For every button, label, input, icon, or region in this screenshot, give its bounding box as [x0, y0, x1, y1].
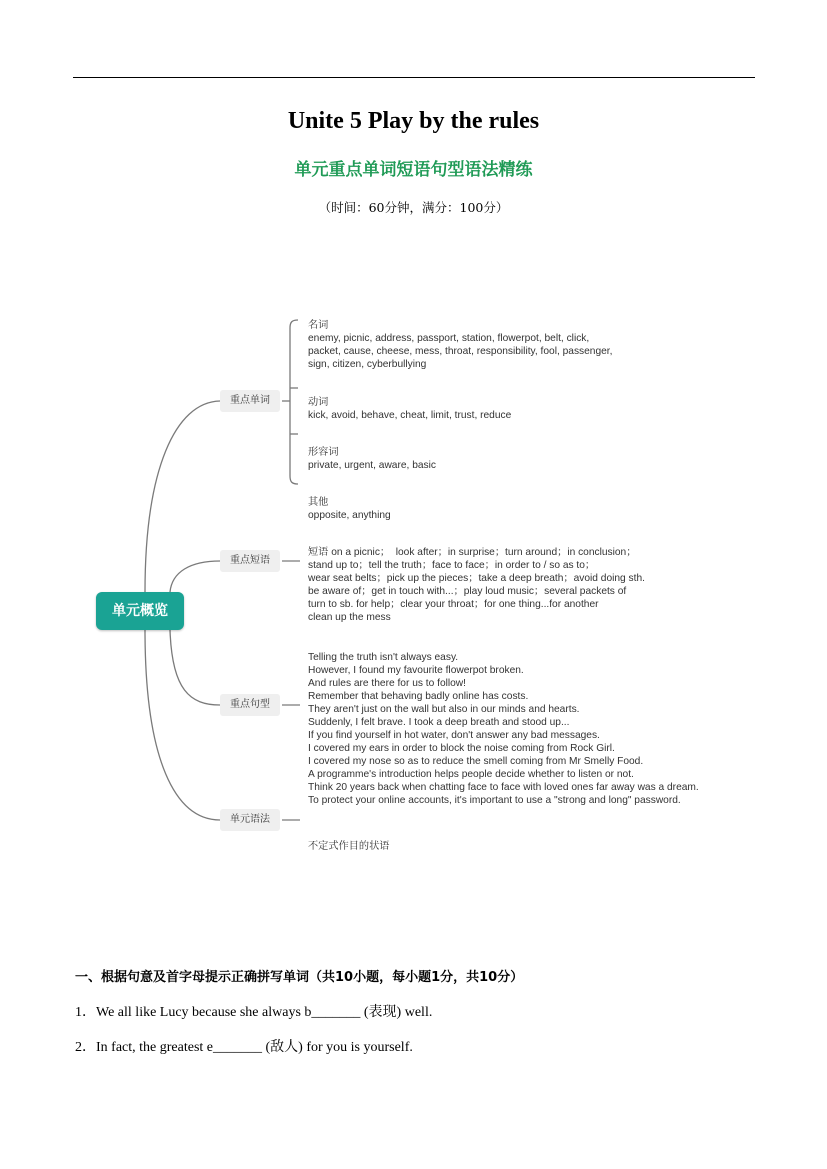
time-info: （时间：60分钟，满分：100分）: [318, 200, 509, 215]
page-title: Unite 5 Play by the rules: [287, 108, 540, 134]
leaf-heading: 形容词: [308, 447, 339, 458]
branch-key-phrases: 重点短语: [220, 550, 280, 572]
leaf-grammar: 不定式作目的状语: [308, 841, 390, 852]
leaf-adjectives: 形容词 private, urgent, aware, basic: [308, 447, 436, 471]
branch-key-words: 重点单词: [220, 390, 280, 412]
leaf-heading: 其他: [308, 497, 329, 508]
section-heading: 一、根据句意及首字母提示正确拼写单词（共10小题，每小题1分，共10分）: [75, 970, 524, 985]
leaf-sentences: Telling the truth isn't always easy. However, I found my favourite flowerpot broken. And rules are there for us to follow! Remember that behaving badly online has costs. They aren't just on the wall but also in our minds and hearts. Suddenly, I felt brave. I took a deep breath and stood up... If you find yourself in hot water, don't answer any bad messages. I covered my ears in order to block the noise coming from Rock Girl. I covered my nose so as to reduce the smell coming from Mr Smelly Food. A programme's introduction helps people decide whether to listen or not. Think 20 years back when chatting face to face with loved ones far away was a dream. To protect your online accounts, it's important to use a "strong and long" password.: [308, 652, 699, 806]
question-item: 1．We all like Lucy because she always b_______ (表现) well.: [75, 1005, 433, 1020]
leaf-heading: 名词: [308, 320, 329, 331]
leaf-phrases: 短语 on a picnic； look after；in surprise；turn around；in conclusion； stand up to；tell the truth；face to face；in order to / so as to； wear seat belts；pick up the pieces；take a deep breath；avoid doing sth. be aware of；get in touch with...；play loud music；several packets of turn to sb. for help；clear your throat；for one thing...for another clean up the mess: [308, 547, 645, 623]
mindmap-root: 单元概览: [96, 592, 184, 630]
branch-key-sentences: 重点句型: [220, 694, 280, 716]
page-subtitle: 单元重点单词短语句型语法精练: [294, 160, 533, 180]
branch-grammar: 单元语法: [220, 809, 280, 831]
leaf-others: 其他 opposite, anything: [308, 497, 391, 521]
leaf-verbs: 动词 kick, avoid, behave, cheat, limit, trust, reduce: [308, 397, 512, 421]
question-item: 2．In fact, the greatest e_______ (敌人) for you is yourself.: [75, 1040, 413, 1055]
leaf-heading: 动词: [308, 397, 329, 408]
leaf-nouns: 名词 enemy, picnic, address, passport, station, flowerpot, belt, click, packet, cause, cheese, mess, throat, responsibility, fool, passenger, sign, citizen, cyberbullying: [308, 320, 613, 370]
